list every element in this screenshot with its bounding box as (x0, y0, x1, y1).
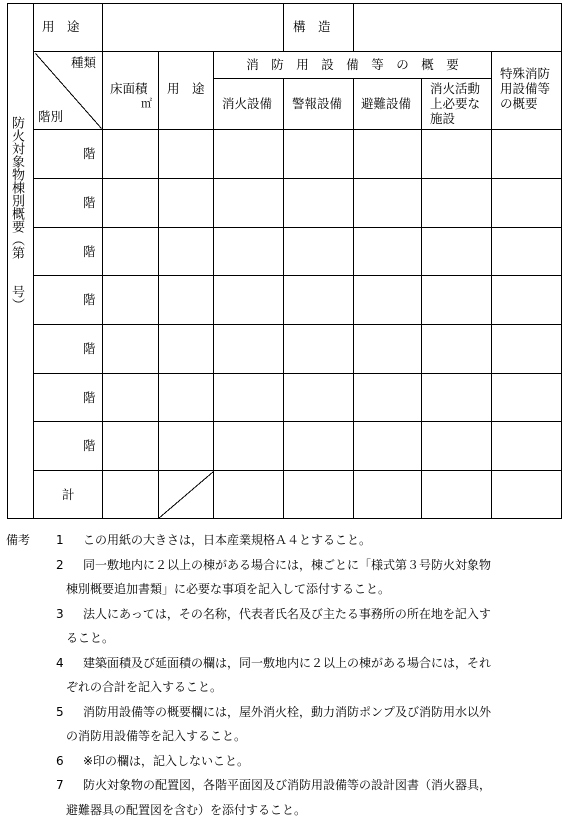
header-floor-area-unit: ㎡ (141, 97, 152, 111)
note-number: 4 (56, 651, 64, 676)
header-equipment-group: 消 防 用 設 備 等 の 概 要 (214, 58, 491, 72)
note-text-continued: 避難器具の配置図を含む）を添付すること。 (66, 798, 306, 822)
header-kind-label: 種類 (71, 56, 96, 70)
header-floor-area: 床面積 (110, 82, 148, 96)
top-structure-field[interactable] (354, 4, 561, 51)
header-alarm: 警報設備 (292, 97, 342, 111)
header-firefighting-activity: 消火活動上必要な施設 (430, 81, 490, 126)
side-title: 防火対象物棟別概要（第 号） (8, 116, 26, 311)
note-text: この用紙の大きさは，日本産業規格Ａ４とすること。 (83, 528, 371, 553)
top-structure-label: 構 造 (293, 20, 331, 34)
notes-section (6, 528, 578, 822)
note-text-continued: ること。 (66, 626, 114, 651)
floor-row-label: 階 (83, 196, 96, 210)
notes-heading: 備考 (6, 528, 30, 553)
note-text-continued: ぞれの合計を記入すること。 (66, 675, 222, 700)
note-number: 6 (56, 749, 64, 774)
note-text-continued: の消防用設備等を記入すること。 (66, 724, 246, 749)
note-text: 法人にあっては，その名称，代表者氏名及び主たる事務所の所在地を記入す (83, 602, 491, 627)
note-number: 7 (56, 773, 64, 798)
header-evacuation: 避難設備 (361, 97, 411, 111)
note-number: 2 (56, 553, 64, 578)
top-use-field[interactable] (103, 4, 283, 51)
total-row-label: 計 (62, 488, 75, 502)
floor-row-label: 階 (83, 293, 96, 307)
note-text: 同一敷地内に２以上の棟がある場合には，棟ごとに「様式第３号防火対象物 (83, 553, 491, 578)
note-text: 消防用設備等の概要欄には，屋外消火栓，動力消防ポンプ及び消防用水以外 (83, 700, 491, 725)
note-number: 5 (56, 700, 64, 725)
note-text: 防火対象物の配置図，各階平面図及び消防用設備等の設計図書（消火器具， (83, 773, 491, 798)
note-number: 1 (56, 528, 64, 553)
header-extinguishing: 消火設備 (222, 97, 272, 111)
floor-row-label: 階 (83, 147, 96, 161)
note-text: ※印の欄は，記入しないこと。 (83, 749, 249, 774)
floor-row-label: 階 (83, 439, 96, 453)
note-number: 3 (56, 602, 64, 627)
header-special: 特殊消防用設備等の概要 (500, 66, 560, 111)
note-text: 建築面積及び延面積の欄は，同一敷地内に２以上の棟がある場合には，それ (83, 651, 491, 676)
header-floor-label: 階別 (38, 110, 63, 124)
floor-row-label: 階 (83, 391, 96, 405)
top-use-label: 用 途 (42, 20, 80, 34)
note-text-continued: 棟別概要追加書類」に必要な事項を記入して添付すること。 (66, 577, 390, 602)
header-use: 用 途 (167, 82, 205, 96)
floor-row-label: 階 (83, 245, 96, 259)
floor-row-label: 階 (83, 342, 96, 356)
